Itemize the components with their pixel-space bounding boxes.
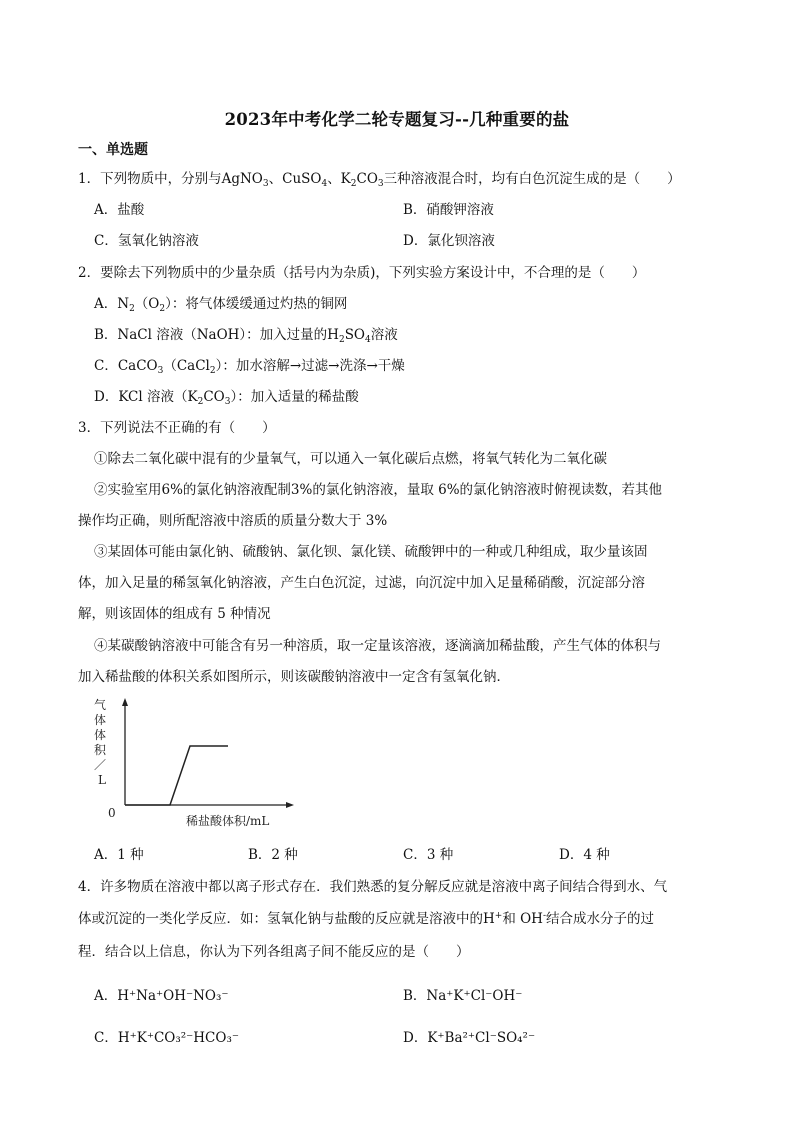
q2-sub: 2 [209, 366, 216, 376]
page-title: 2023年中考化学二轮专题复习--几种重要的盐 [224, 110, 570, 129]
q2-a-text: ）：将气体缓缓通过灼热的铜网 [165, 296, 348, 312]
question-2-stem: 2．要除去下列物质中的少量杂质（括号内为杂质)，下列实验方案设计中，不合理的是（ ） [78, 265, 646, 281]
q3-statement-4b: 加入稀盐酸的体积关系如图所示，则该碳酸钠溶液中一定含有氢氧化钠． [78, 669, 510, 685]
q2-d-text: ）：加入适量的稀盐酸 [230, 389, 359, 405]
y-axis-arrow-icon [122, 698, 128, 706]
q2-sub: 2 [159, 304, 166, 314]
q2-b-text: 溶液 [370, 327, 398, 343]
q1-option-b[interactable]: B．硝酸钾溶液 [403, 202, 494, 218]
q4-option-c[interactable]: C．H⁺K⁺CO₃²⁻HCO₃⁻ [94, 1030, 239, 1046]
q1-sub: 2 [350, 179, 357, 189]
q2-option-b[interactable] [94, 323, 398, 343]
y-axis-label-char: ／ [94, 758, 107, 772]
q2-sub: 2 [129, 304, 135, 314]
question-1-stem [78, 167, 681, 187]
q2-a-text: A．N [94, 296, 130, 312]
q1-text-b: 、CuSO [268, 171, 322, 187]
section-heading: 一、单选题 [78, 142, 148, 158]
gas-volume-graph [88, 695, 308, 830]
question-4-line-1: 4．许多物质在溶液中都以离子形式存在．我们熟悉的复分解反应就是溶液中离子间结合得到水、气 [78, 879, 668, 895]
q3-statement-3c: 解，则该固体的组成有 5 种情况 [78, 606, 271, 622]
q2-option-a[interactable] [94, 292, 347, 312]
q2-option-c[interactable] [94, 354, 405, 374]
y-axis-label-char: 积 [94, 743, 107, 757]
q1-text-a: 1．下列物质中，分别与AgNO [78, 171, 263, 187]
question-4-line-2 [78, 907, 654, 927]
origin-label: 0 [108, 806, 116, 820]
q2-c-text: C．CaCO [94, 358, 158, 374]
q2-c-text: ）：加水溶解→过滤→洗涤→干燥 [215, 358, 405, 374]
q4-text: 和 OH [502, 911, 543, 927]
q4-text: 结合成水分子的过 [546, 911, 655, 927]
q4-option-d[interactable]: D．K⁺Ba²⁺Cl⁻SO₄²⁻ [403, 1030, 536, 1046]
q3-statement-3a: ③某固体可能由氯化钠、硫酸钠、氯化钡、氯化镁、硫酸钾中的一种或几种组成，取少量该固 [94, 544, 648, 560]
x-axis-label: 稀盐酸体积/mL [186, 814, 270, 828]
q3-option-d[interactable]: D．4 种 [559, 847, 610, 863]
q3-statement-2a: ②实验室用6%的氯化钠溶液配制3%的氯化钠溶液，量取 6%的氯化钠溶液时俯视读数，若其他 [94, 482, 663, 498]
q2-b-text: B．NaCl 溶液（NaOH）：加入过量的H [94, 327, 339, 343]
question-3-stem: 3．下列说法不正确的有（ ） [78, 420, 276, 436]
q3-option-a[interactable]: A．1 种 [94, 847, 144, 863]
q4-option-a[interactable]: A．H⁺Na⁺OH⁻NO₃⁻ [94, 988, 229, 1004]
q2-sub: 2 [197, 397, 204, 407]
q1-sub: 3 [377, 179, 384, 189]
q4-sup: - [542, 911, 547, 921]
gas-volume-curve [125, 746, 228, 805]
q2-b-text: SO [344, 327, 366, 343]
q4-option-b[interactable]: B．Na⁺K⁺Cl⁻OH⁻ [403, 988, 523, 1004]
q4-text: 体或沉淀的一类化学反应．如：氢氧化钠与盐酸的反应就是溶液中的H [78, 911, 495, 927]
q3-option-b[interactable]: B．2 种 [248, 847, 298, 863]
y-axis-label-char: 体 [94, 713, 107, 727]
q3-statement-2b: 操作均正确，则所配溶液中溶质的质量分数大于 3% [78, 513, 388, 529]
q1-sub: 4 [321, 179, 328, 189]
q3-statement-4a: ④某碳酸钠溶液中可能含有另一种溶质，取一定量该溶液，逐滴滴加稀盐酸，产生气体的体积与 [94, 638, 661, 654]
q2-sub: 3 [224, 397, 231, 407]
y-axis-label-char: 体 [94, 728, 107, 742]
q1-sub: 3 [262, 179, 269, 189]
q2-sub: 2 [338, 335, 345, 345]
q3-statement-3b: 体，加入足量的稀氢氧化钠溶液，产生白色沉淀，过滤，向沉淀中加入足量稀硝酸，沉淀部分溶 [78, 575, 645, 591]
q1-option-a[interactable]: A．盐酸 [94, 202, 145, 218]
q2-d-text: D．KCl 溶液（K [94, 389, 198, 405]
q3-option-c[interactable]: C．3 种 [403, 847, 454, 863]
q2-c-text: （CaCl [163, 358, 210, 374]
q2-d-text: CO [203, 389, 225, 405]
q1-text-e: 三种溶液混合时，均有白色沉淀生成的是（ ） [383, 171, 681, 187]
q2-sub: 4 [365, 335, 371, 345]
y-axis-label-char: L [98, 773, 106, 787]
q3-statement-1: ①除去二氧化碳中混有的少量氧气，可以通入一氧化碳后点燃，将氧气转化为二氧化碳 [94, 451, 607, 467]
q1-option-c[interactable]: C．氢氧化钠溶液 [94, 233, 199, 249]
question-4-line-3: 程．结合以上信息，你认为下列各组离子间不能反应的是（ ） [78, 944, 470, 960]
q2-sub: 3 [157, 366, 164, 376]
x-axis-arrow-icon [286, 802, 294, 808]
q1-text-d: CO [356, 171, 378, 187]
q2-a-text: （O [134, 296, 160, 312]
q1-option-d[interactable]: D．氯化钡溶液 [403, 233, 495, 249]
q4-sup: + [494, 911, 503, 921]
y-axis-label-char: 气 [94, 698, 107, 712]
q1-text-c: 、K [327, 171, 351, 187]
q2-option-d[interactable] [94, 385, 359, 405]
